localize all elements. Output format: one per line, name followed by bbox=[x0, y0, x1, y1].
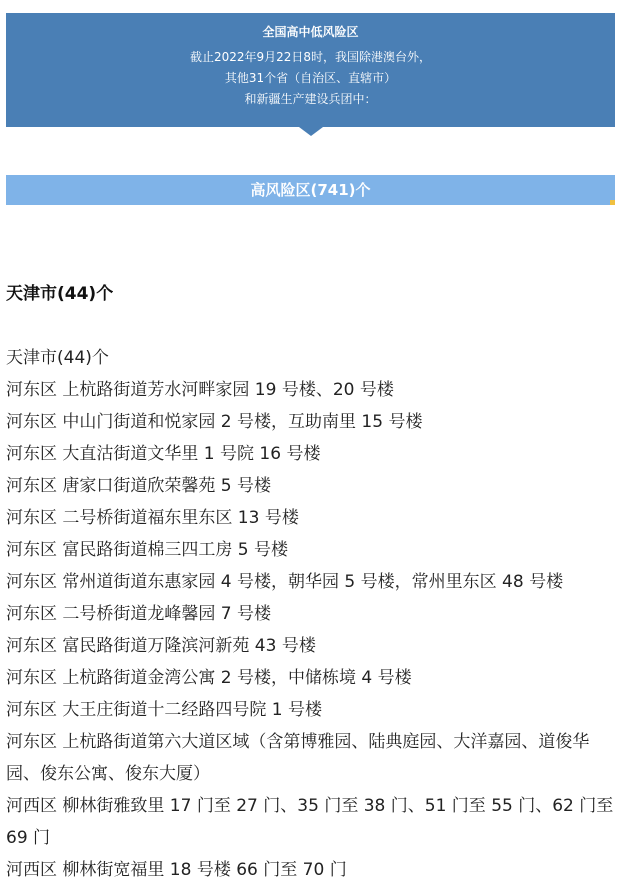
banner-subtitle bbox=[6, 47, 615, 110]
list-item: 河东区 常州道街道东惠家园 4 号楼，朝华园 5 号楼，常州里东区 48 号楼 bbox=[6, 572, 564, 592]
high-risk-header[interactable] bbox=[6, 175, 615, 205]
banner-line-3: 和新疆生产建设兵团中： bbox=[244, 92, 377, 106]
list-item: 河东区 唐家口街道欣荣馨苑 5 号楼 bbox=[6, 476, 272, 496]
list-item: 河东区 二号桥街道福东里东区 13 号楼 bbox=[6, 508, 299, 528]
list-item: 河东区 上杭路街道芳水河畔家园 19 号楼、20 号楼 bbox=[6, 380, 394, 400]
banner-line-1: 截止2022年9月22日8时，我国除港澳台外， bbox=[189, 50, 432, 64]
list-item: 河东区 大王庄街道十二经路四号院 1 号楼 bbox=[6, 700, 323, 720]
list-item: 河东区 上杭路街道第六大道区域（含第博雅园、陆典庭园、大洋嘉园、道俊华园、俊东公寓、俊东大厦） bbox=[6, 732, 590, 784]
info-banner bbox=[6, 13, 615, 127]
list-item: 河东区 中山门街道和悦家园 2 号楼，互助南里 15 号楼 bbox=[6, 412, 423, 432]
list-item: 河东区 富民路街道棉三四工房 5 号楼 bbox=[6, 540, 289, 560]
banner-pointer-arrow bbox=[299, 127, 323, 136]
list-item: 河东区 大直沽街道文华里 1 号院 16 号楼 bbox=[6, 444, 321, 464]
corner-marker bbox=[610, 200, 615, 205]
list-item: 河东区 富民路街道万隆滨河新苑 43 号楼 bbox=[6, 636, 316, 656]
list-item: 河西区 柳林街宽福里 18 号楼 66 门至 70 门 bbox=[6, 860, 347, 880]
list-item: 河东区 二号桥街道龙峰馨园 7 号楼 bbox=[6, 604, 272, 624]
banner-title: 全国高中低风险区 bbox=[262, 25, 359, 39]
list-item: 天津市(44)个 bbox=[6, 348, 109, 368]
list-item: 河东区 上杭路街道金湾公寓 2 号楼，中储栋境 4 号楼 bbox=[6, 668, 412, 688]
list-item: 河西区 柳林街雅致里 17 门至 27 门、35 门至 38 门、51 门至 55 门、62 门至 69 门 bbox=[6, 796, 614, 848]
risk-area-list bbox=[6, 342, 618, 886]
section-title: 天津市(44)个 bbox=[6, 284, 114, 304]
high-risk-label: 高风险区(741)个 bbox=[250, 181, 371, 199]
banner-line-2: 其他31个省（自治区、直辖市） bbox=[224, 71, 397, 85]
